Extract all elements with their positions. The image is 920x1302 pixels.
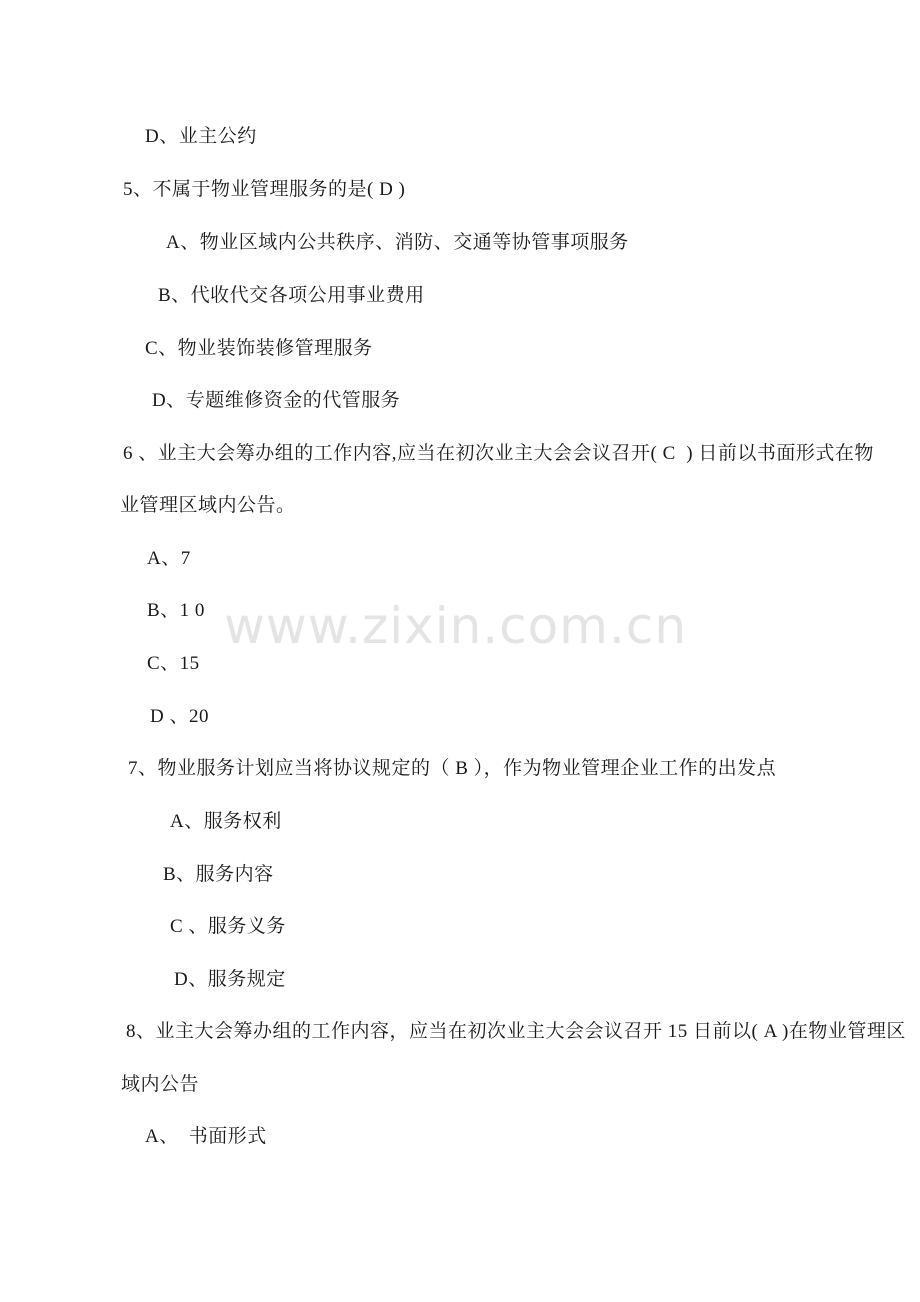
q6-stem-line1: 6 、业主大会筹办组的工作内容,应当在初次业主大会会议召开( C ) 日前以书面形式在物 (123, 443, 874, 464)
q7-option-d: D、服务规定 (174, 969, 286, 990)
q5-option-c: C、物业装饰装修管理服务 (145, 338, 373, 359)
q7-option-c: C 、服务义务 (170, 916, 286, 937)
q6-option-a: A、7 (147, 548, 191, 569)
q5-option-d: D、专题维修资金的代管服务 (152, 390, 401, 411)
q4-option-d: D、业主公约 (145, 126, 257, 147)
q6-stem-line2: 业管理区域内公告。 (120, 495, 296, 516)
q5-option-a: A、物业区域内公共秩序、消防、交通等协管事项服务 (166, 232, 629, 253)
q6-option-d: D 、20 (150, 706, 209, 727)
q8-stem-line2: 域内公告 (121, 1074, 200, 1095)
q8-option-a: A、 书面形式 (145, 1126, 267, 1147)
q7-option-b: B、服务内容 (163, 864, 274, 885)
q5-option-b: B、代收代交各项公用事业费用 (158, 285, 425, 306)
q5-stem: 5、不属于物业管理服务的是( D ) (123, 179, 406, 200)
watermark-text: www.zixin.com.cn (224, 597, 688, 655)
q6-option-c: C、15 (147, 653, 200, 674)
q7-stem: 7、物业服务计划应当将协议规定的（ B ），作为物业管理企业工作的出发点 (128, 758, 777, 779)
q8-stem-line1: 8、业主大会筹办组的工作内容，应当在初次业主大会会议召开 15 日前以( A )在物业管理区 (126, 1021, 906, 1042)
q6-option-b: B、1 0 (147, 600, 205, 621)
q7-option-a: A、服务权利 (170, 811, 282, 832)
